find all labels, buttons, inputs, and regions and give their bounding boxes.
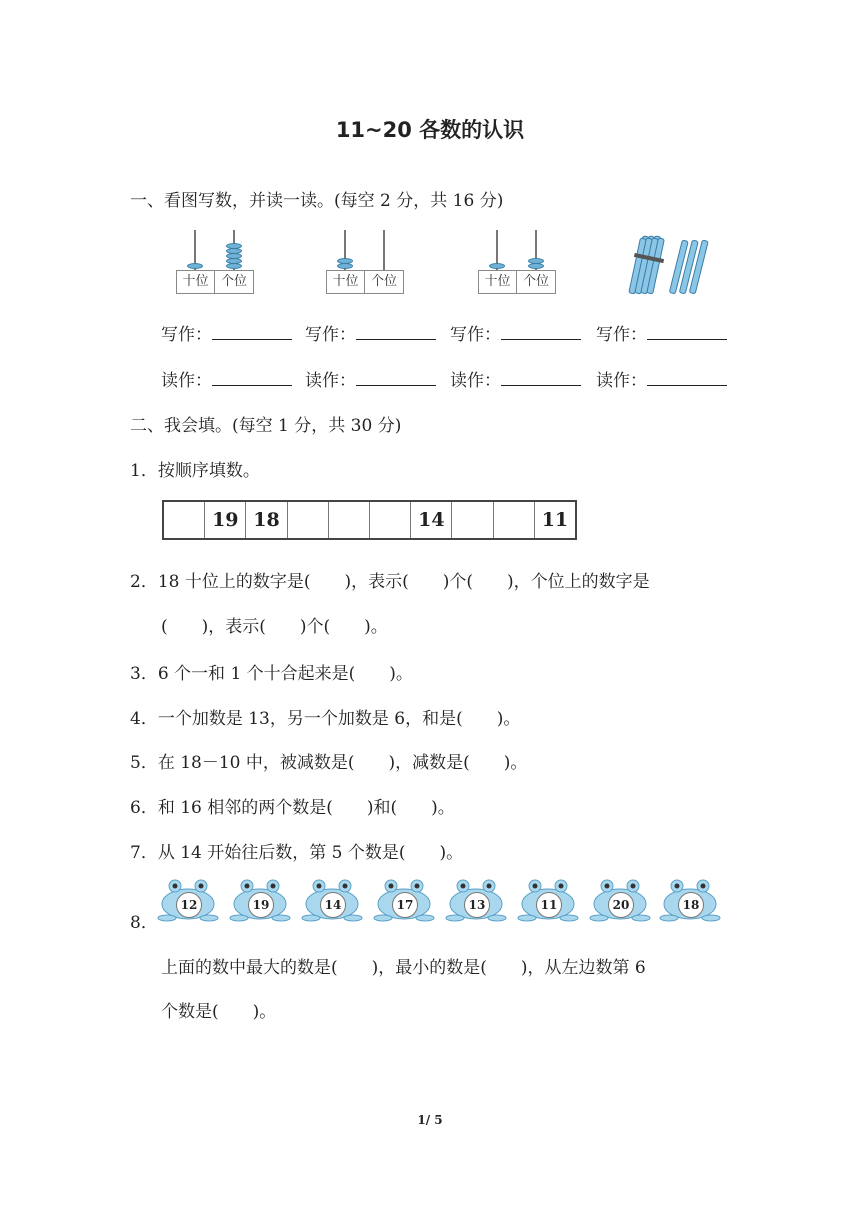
question-3: 3．6 个一和 1 个十合起来是( )。 (130, 664, 413, 684)
ones-place-label: 个位 (516, 270, 556, 294)
answer-blank[interactable] (501, 369, 581, 386)
question-7: 7．从 14 开始往后数，第 5 个数是( )。 (130, 843, 464, 863)
number-sequence-table (162, 500, 577, 540)
write-row (305, 320, 436, 345)
sequence-cell: 19 (205, 502, 246, 538)
counting-sticks-image (624, 230, 716, 296)
write-row (596, 320, 727, 345)
question-1: 1．按顺序填数。 (130, 461, 260, 481)
frog-card (301, 878, 363, 922)
sequence-cell[interactable] (288, 502, 329, 538)
frog-number: 17 (392, 892, 418, 918)
page-title: 11~20 各数的认识 (335, 118, 525, 142)
frog-card (659, 878, 721, 922)
frog-number: 18 (678, 892, 704, 918)
frog-card (373, 878, 435, 922)
sequence-cell[interactable] (452, 502, 493, 538)
abacus-2 (326, 230, 404, 294)
frog-number: 20 (608, 892, 634, 918)
question-5: 5．在 18－10 中，被减数是( )，减数是( )。 (130, 753, 528, 773)
section2-heading: 二、我会填。(每空 1 分，共 30 分) (130, 416, 402, 436)
question-8-line-1: 上面的数中最大的数是( )，最小的数是( )，从左边数第 6 (161, 958, 646, 978)
write-label: 写作： (305, 325, 356, 345)
tens-place-label: 十位 (326, 270, 365, 294)
frog-number: 11 (536, 892, 562, 918)
answer-blank[interactable] (212, 323, 292, 340)
answer-blank[interactable] (356, 323, 436, 340)
question-2-line-2: ( )，表示( )个( )。 (161, 617, 388, 637)
sequence-cell: 14 (411, 502, 452, 538)
abacus-3 (478, 230, 556, 294)
question-8-label: 8． (130, 913, 158, 933)
frog-card (517, 878, 579, 922)
sequence-cell[interactable] (329, 502, 370, 538)
page-number: 1/ 5 (417, 1113, 443, 1127)
read-row (305, 366, 436, 391)
write-label: 写作： (161, 325, 212, 345)
answer-blank[interactable] (356, 369, 436, 386)
read-row (596, 366, 727, 391)
frog-number: 19 (248, 892, 274, 918)
ones-place-label: 个位 (214, 270, 254, 294)
frog-card (445, 878, 507, 922)
answer-blank[interactable] (647, 369, 727, 386)
section1-heading: 一、看图写数，并读一读。(每空 2 分，共 16 分) (130, 191, 504, 211)
frog-number: 14 (320, 892, 346, 918)
frog-card (589, 878, 651, 922)
read-row (450, 366, 581, 391)
tens-place-label: 十位 (478, 270, 517, 294)
answer-blank[interactable] (212, 369, 292, 386)
answer-blank[interactable] (501, 323, 581, 340)
read-label: 读作： (596, 371, 647, 391)
sequence-cell[interactable] (494, 502, 535, 538)
sequence-cell: 18 (246, 502, 287, 538)
sequence-cell[interactable] (164, 502, 205, 538)
ones-place-label: 个位 (364, 270, 404, 294)
read-label: 读作： (161, 371, 212, 391)
question-4: 4．一个加数是 13，另一个加数是 6，和是( )。 (130, 709, 521, 729)
question-2-line-1: 2．18 十位上的数字是( )，表示( )个( )，个位上的数字是 (130, 572, 650, 592)
question-6: 6．和 16 相邻的两个数是( )和( )。 (130, 798, 455, 818)
sequence-cell: 11 (541, 509, 569, 531)
answer-blank[interactable] (647, 323, 727, 340)
write-label: 写作： (596, 325, 647, 345)
frog-card (157, 878, 219, 922)
read-label: 读作： (450, 371, 501, 391)
write-row (450, 320, 581, 345)
question-8-line-2: 个数是( )。 (161, 1002, 277, 1022)
write-label: 写作： (450, 325, 501, 345)
frog-number: 12 (176, 892, 202, 918)
write-row (161, 320, 292, 345)
read-row (161, 366, 292, 391)
tens-place-label: 十位 (176, 270, 215, 294)
sequence-cell[interactable] (370, 502, 411, 538)
read-label: 读作： (305, 371, 356, 391)
frog-card (229, 878, 291, 922)
abacus-1 (176, 230, 254, 294)
frog-number: 13 (464, 892, 490, 918)
